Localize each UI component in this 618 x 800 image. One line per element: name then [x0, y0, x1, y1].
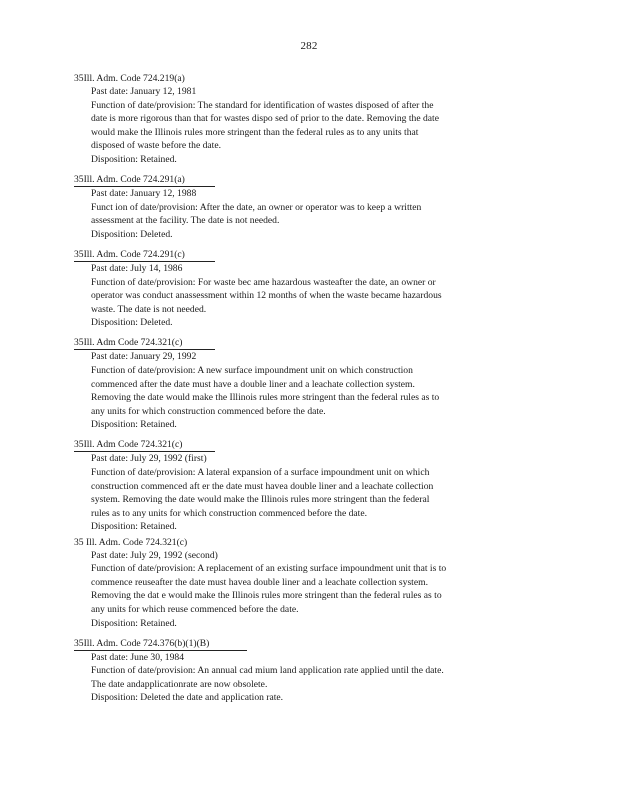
entry — [74, 633, 534, 705]
past-date: Past date: June 30, 1984 — [91, 651, 184, 663]
citation-heading: 35Ill. Adm Code 724.321(c) — [74, 337, 215, 350]
disposition: Disposition: Retained. — [91, 153, 177, 165]
entry-list — [74, 73, 534, 707]
disposition: Disposition: Deleted. — [91, 317, 173, 329]
function-text: Removing the date would make the Illinois rules more stringent than the federal rules as to — [91, 392, 440, 404]
function-text: Removing the dat e would make the Illinois rules more stringent than the federal rules as to — [91, 590, 442, 602]
entry-body — [91, 85, 534, 167]
function-text: rules as to any units for which construction commenced before the date. — [91, 507, 367, 519]
function-text: Function of date/provision: A new surface impoundment unit on which construction — [91, 365, 413, 376]
entry-body — [91, 651, 534, 705]
past-date: Past date: January 12, 1981 — [91, 86, 197, 97]
function-text: operator was conduct anassessment within 12 months of when the waste became hazardous — [91, 290, 442, 302]
function-text: any units for which reuse commenced before the date. — [91, 603, 299, 615]
disposition: Disposition: Deleted the date and application rate. — [91, 692, 284, 704]
disposition: Disposition: Retained. — [91, 419, 177, 431]
function-text: assessment at the facility. The date is not needed. — [91, 215, 280, 227]
entry-body — [91, 187, 534, 241]
function-text: waste. The date is not needed. — [91, 303, 207, 315]
entry-body — [91, 262, 534, 330]
function-text: The date andapplicationrate are now obsolete. — [91, 678, 268, 690]
function-text: Function of date/provision: A replacement of an existing surface impoundment unit that is to — [91, 563, 447, 575]
disposition: Disposition: Retained. — [91, 521, 177, 533]
function-text: system. Removing the date would make the Illinois rules more stringent than the federal — [91, 494, 430, 506]
entry — [74, 332, 534, 432]
function-text: construction commenced aft er the date must havea double liner and a leachate collection — [91, 480, 434, 492]
function-text: Function of date/provision: For waste bec ame hazardous wasteafter the date, an owner or — [91, 276, 436, 288]
past-date: Past date: January 12, 1988 — [91, 188, 197, 200]
citation-heading: 35Ill. Adm. Code 724.219(a) — [74, 73, 185, 84]
function-text: Function of date/provision: An annual cad mium land application rate applied until the date. — [91, 665, 444, 677]
function-text: commenced after the date must have a double liner and a leachate collection system. — [91, 378, 415, 390]
disposition: Disposition: Deleted. — [91, 228, 173, 240]
past-date: Past date: July 29, 1992 (second) — [91, 549, 218, 561]
function-text: Function of date/provision: The standard for identification of wastes disposed of after the — [91, 99, 434, 111]
entry — [74, 434, 534, 534]
page-number: 282 — [300, 40, 318, 52]
entry-body — [91, 549, 534, 631]
entry — [74, 73, 534, 167]
disposition: Disposition: Retained. — [91, 617, 177, 629]
entry-body — [91, 452, 534, 534]
citation-heading: 35Ill. Adm. Code 724.291(a) — [74, 174, 215, 187]
past-date: Past date: July 29, 1992 (first) — [91, 453, 207, 465]
function-text: disposed of waste before the date. — [91, 140, 222, 152]
citation-heading: 35Ill. Adm. Code 724.376(b)(1)(B) — [74, 638, 247, 651]
past-date: Past date: July 14, 1986 — [91, 262, 183, 274]
function-text: commence reuseafter the date must havea double liner and a leachate collection system. — [91, 576, 428, 588]
entry — [74, 244, 534, 330]
citation-heading: 35Ill. Adm Code 724.321(c) — [74, 439, 215, 452]
entry-body — [91, 350, 534, 432]
function-text: would make the Illinois rules more stringent than the federal rules as to any units that — [91, 126, 419, 138]
citation-heading: 35 Ill. Adm. Code 724.321(c) — [74, 536, 188, 548]
entry — [74, 537, 534, 631]
past-date: Past date: January 29, 1992 — [91, 351, 197, 363]
function-text: any units for which construction commenced before the date. — [91, 405, 326, 417]
function-text: date is more rigorous than that for wastes dispo sed of prior to the date. Removing the date — [91, 113, 439, 125]
function-text: Function of date/provision: A lateral expansion of a surface impoundment unit on which — [91, 467, 430, 479]
citation-heading: 35Ill. Adm. Code 724.291(c) — [74, 249, 215, 262]
entry — [74, 169, 534, 241]
function-text: Funct ion of date/provision: After the date, an owner or operator was to keep a written — [91, 201, 422, 213]
